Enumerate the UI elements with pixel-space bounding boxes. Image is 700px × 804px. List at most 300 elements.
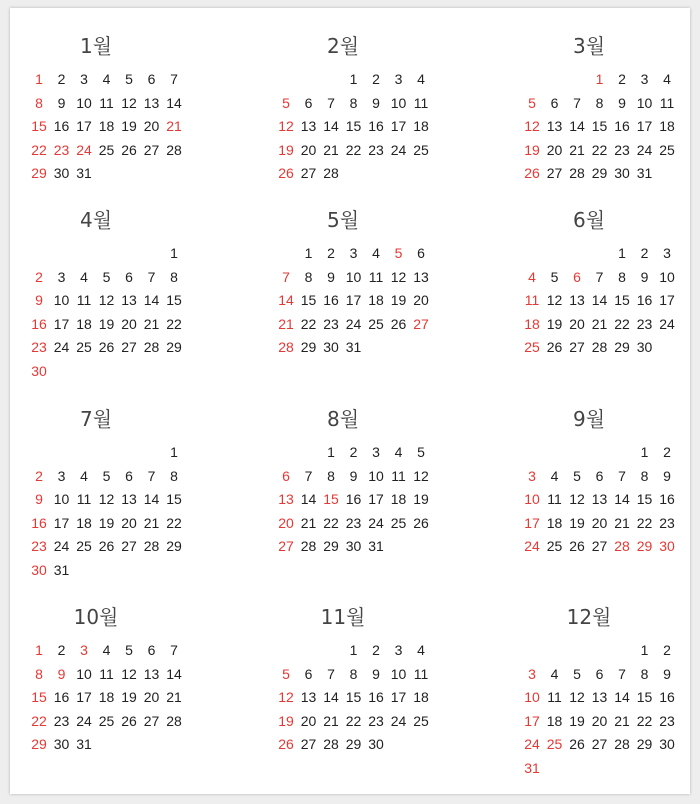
day-cell: 10: [390, 94, 407, 111]
day-cell: 3: [528, 665, 536, 682]
day-cell: 4: [550, 467, 559, 484]
day-cell: 4: [102, 642, 111, 658]
day-cell: 19: [413, 491, 429, 507]
day-cell: 29: [614, 339, 630, 355]
day-cell: 12: [98, 292, 115, 308]
day-cell: 13: [121, 491, 137, 507]
day-cell: 2: [663, 444, 671, 460]
day-cell: 6: [550, 94, 559, 111]
day-cell: 12: [390, 268, 407, 285]
day-cell: 23: [614, 141, 630, 158]
day-cell: 16: [614, 118, 630, 134]
day-cell: 24: [53, 339, 70, 355]
day-cell: 10: [53, 292, 70, 308]
day-cell: 9: [57, 665, 66, 682]
day-cell: 3: [80, 642, 88, 658]
day-cell: 27: [143, 712, 160, 729]
day-cell: 8: [640, 665, 649, 682]
day-cell: 2: [618, 71, 626, 87]
day-cell: 5: [102, 467, 111, 484]
day-cell: 6: [282, 467, 290, 484]
day-cell: 20: [143, 118, 160, 134]
day-cell: 13: [413, 268, 429, 285]
day-cell: 14: [143, 292, 160, 308]
day-cell: 18: [524, 315, 540, 332]
day-cell: 1: [170, 444, 178, 460]
day-cell: 1: [640, 642, 649, 658]
day-cell: 28: [278, 339, 294, 355]
day-cell: 22: [166, 514, 182, 531]
day-cell: 11: [547, 689, 562, 705]
day-cell: 5: [573, 467, 581, 484]
day-cell: 20: [121, 315, 137, 332]
day-cell: 1: [349, 642, 358, 658]
day-cell: 26: [98, 538, 115, 554]
day-cell: 18: [390, 491, 407, 507]
day-cell: 24: [524, 538, 540, 554]
day-cell: 25: [98, 141, 115, 158]
day-cell: 10: [524, 689, 540, 705]
day-cell: 24: [390, 712, 407, 729]
day-cell: 28: [300, 538, 317, 554]
day-cell: 6: [417, 245, 425, 261]
day-cell: 7: [282, 268, 290, 285]
day-cell: 7: [618, 467, 626, 484]
day-cell: 18: [659, 118, 675, 134]
day-cell: 19: [546, 315, 563, 332]
day-cell: 24: [53, 538, 70, 554]
day-cell: 16: [636, 292, 653, 308]
day-cell: 10: [345, 268, 362, 285]
day-cell: 16: [53, 689, 70, 705]
day-cell: 22: [591, 141, 608, 158]
day-cell: 16: [659, 689, 675, 705]
day-cell: 1: [327, 444, 335, 460]
day-cell: 31: [345, 339, 362, 355]
day-cell: 26: [121, 712, 137, 729]
day-cell: 27: [591, 736, 608, 752]
day-cell: 15: [31, 118, 47, 134]
day-cell: 5: [282, 665, 290, 682]
day-cell: 7: [304, 467, 313, 484]
day-cell: 16: [31, 514, 47, 531]
day-cell: 26: [278, 736, 294, 752]
day-cell: 8: [170, 467, 178, 484]
day-cell: 1: [618, 245, 626, 261]
day-cell: 24: [524, 736, 540, 752]
day-cell: 7: [618, 665, 626, 682]
day-cell: 10: [524, 491, 540, 507]
day-cell: 13: [278, 491, 294, 507]
day-cell: 21: [569, 141, 585, 158]
day-cell: 2: [35, 268, 43, 285]
day-cell: 20: [546, 141, 563, 158]
day-cell: 9: [640, 268, 649, 285]
day-cell: 6: [147, 71, 156, 87]
day-cell: 3: [394, 642, 403, 658]
day-cell: 11: [99, 94, 114, 111]
day-cell: 24: [76, 141, 92, 158]
day-cell: 23: [31, 538, 47, 554]
day-cell: 11: [391, 467, 406, 484]
day-cell: 29: [345, 736, 362, 752]
day-cell: 8: [640, 467, 649, 484]
day-cell: 23: [659, 514, 675, 531]
day-cell: 3: [394, 71, 403, 87]
day-cell: 8: [327, 467, 335, 484]
day-cell: 4: [80, 467, 88, 484]
day-cell: 9: [372, 665, 380, 682]
month-title: 2월: [326, 34, 360, 58]
day-cell: 22: [31, 141, 47, 158]
day-cell: 23: [53, 712, 70, 729]
day-cell: 25: [524, 339, 540, 355]
day-cell: 6: [125, 467, 133, 484]
day-cell: 26: [569, 538, 585, 554]
day-cell: 6: [304, 94, 313, 111]
day-cell: 9: [372, 94, 380, 111]
day-cell: 2: [663, 642, 671, 658]
day-cell: 9: [663, 467, 671, 484]
day-cell: 10: [390, 665, 407, 682]
day-cell: 8: [35, 94, 43, 111]
day-cell: 30: [53, 736, 70, 752]
day-cell: 2: [372, 642, 380, 658]
day-cell: 25: [413, 141, 429, 158]
day-cell: 16: [31, 315, 47, 332]
day-cell: 29: [636, 538, 653, 554]
day-cell: 23: [636, 315, 653, 332]
month-title: 9월: [572, 407, 606, 431]
day-cell: 21: [278, 315, 294, 332]
day-cell: 27: [569, 339, 585, 355]
day-cell: 14: [591, 292, 608, 308]
day-cell: 15: [345, 689, 362, 705]
day-cell: 20: [591, 712, 608, 729]
day-cell: 6: [595, 467, 604, 484]
day-cell: 2: [327, 245, 335, 261]
day-cell: 28: [569, 165, 585, 181]
day-cell: 28: [143, 538, 160, 554]
day-cell: 17: [659, 292, 675, 308]
day-cell: 15: [166, 292, 182, 308]
day-cell: 15: [31, 689, 47, 705]
day-cell: 24: [76, 712, 92, 729]
day-cell: 14: [323, 118, 339, 134]
day-cell: 4: [80, 268, 88, 285]
day-cell: 19: [569, 514, 585, 531]
day-cell: 5: [417, 444, 425, 460]
day-cell: 23: [368, 141, 384, 158]
day-cell: 25: [659, 141, 675, 158]
month-title: 6월: [572, 208, 606, 232]
day-cell: 24: [659, 315, 675, 332]
day-cell: 19: [98, 315, 115, 332]
day-cell: 15: [345, 118, 362, 134]
day-cell: 9: [57, 94, 66, 111]
day-cell: 12: [278, 118, 294, 134]
day-cell: 2: [57, 71, 66, 87]
day-cell: 26: [278, 165, 294, 181]
day-cell: 28: [323, 165, 339, 181]
day-cell: 27: [300, 165, 317, 181]
day-cell: 2: [35, 467, 43, 484]
day-cell: 20: [569, 315, 585, 332]
day-cell: 9: [35, 292, 43, 308]
day-cell: 21: [323, 141, 339, 158]
day-cell: 13: [121, 292, 137, 308]
day-cell: 24: [345, 315, 362, 332]
day-cell: 27: [121, 339, 137, 355]
day-cell: 21: [300, 514, 317, 531]
day-cell: 1: [640, 444, 649, 460]
day-cell: 5: [282, 94, 290, 111]
day-cell: 4: [394, 444, 403, 460]
day-cell: 3: [57, 467, 66, 484]
day-cell: 17: [345, 292, 362, 308]
day-cell: 14: [569, 118, 585, 134]
day-cell: 15: [166, 491, 182, 507]
day-cell: 17: [636, 118, 653, 134]
day-cell: 23: [53, 141, 70, 158]
day-cell: 17: [76, 118, 92, 134]
day-cell: 23: [323, 315, 339, 332]
day-cell: 21: [614, 514, 630, 531]
day-cell: 4: [372, 245, 380, 261]
day-cell: 30: [368, 736, 384, 752]
day-cell: 19: [121, 118, 137, 134]
day-cell: 21: [591, 315, 608, 332]
day-cell: 26: [546, 339, 563, 355]
day-cell: 31: [53, 561, 70, 578]
day-cell: 17: [390, 118, 407, 134]
day-cell: 29: [636, 736, 653, 752]
day-cell: 25: [76, 339, 92, 355]
day-cell: 9: [327, 268, 335, 285]
day-cell: 19: [569, 712, 585, 729]
month-title: 3월: [572, 34, 606, 58]
day-cell: 3: [372, 444, 380, 460]
day-cell: 19: [278, 141, 294, 158]
day-cell: 8: [349, 665, 358, 682]
day-cell: 12: [121, 665, 137, 682]
day-cell: 31: [76, 165, 92, 181]
day-cell: 1: [349, 71, 358, 87]
day-cell: 14: [614, 689, 630, 705]
day-cell: 13: [300, 118, 317, 134]
month-title: 10월: [73, 605, 119, 629]
day-cell: 14: [614, 491, 630, 507]
day-cell: 5: [125, 642, 133, 658]
day-cell: 29: [300, 339, 317, 355]
day-cell: 7: [147, 467, 156, 484]
day-cell: 11: [76, 491, 92, 507]
day-cell: 13: [546, 118, 563, 134]
day-cell: 18: [98, 118, 115, 134]
day-cell: 30: [345, 538, 362, 554]
day-cell: 15: [323, 491, 339, 507]
day-cell: 7: [170, 71, 178, 87]
day-cell: 5: [528, 94, 536, 111]
day-cell: 23: [345, 514, 362, 531]
day-cell: 31: [636, 165, 653, 181]
month-title: 7월: [79, 407, 113, 431]
day-cell: 15: [636, 689, 653, 705]
day-cell: 10: [76, 665, 92, 682]
calendar-card: [10, 8, 690, 794]
day-cell: 22: [614, 315, 630, 332]
day-cell: 11: [547, 491, 562, 507]
day-cell: 22: [636, 712, 653, 729]
day-cell: 26: [390, 315, 407, 332]
day-cell: 28: [614, 736, 630, 752]
day-cell: 9: [663, 665, 671, 682]
day-cell: 11: [524, 292, 540, 308]
day-cell: 8: [595, 94, 604, 111]
month-title: 8월: [326, 407, 360, 431]
day-cell: 21: [166, 689, 182, 705]
day-cell: 12: [569, 491, 585, 507]
day-cell: 28: [166, 712, 182, 729]
day-cell: 10: [659, 268, 675, 285]
day-cell: 9: [35, 491, 43, 507]
day-cell: 27: [278, 538, 294, 554]
day-cell: 12: [546, 292, 563, 308]
day-cell: 4: [417, 642, 425, 658]
day-cell: 29: [166, 538, 182, 554]
day-cell: 3: [349, 245, 358, 261]
day-cell: 30: [53, 165, 70, 181]
day-cell: 13: [300, 689, 317, 705]
day-cell: 19: [121, 689, 137, 705]
day-cell: 4: [550, 665, 559, 682]
day-cell: 20: [413, 292, 429, 308]
day-cell: 1: [35, 642, 43, 658]
day-cell: 2: [640, 245, 649, 261]
day-cell: 12: [121, 94, 137, 111]
day-cell: 1: [35, 71, 43, 87]
day-cell: 29: [591, 165, 608, 181]
day-cell: 11: [76, 292, 92, 308]
day-cell: 31: [368, 538, 384, 554]
day-cell: 26: [98, 339, 115, 355]
day-cell: 26: [569, 736, 585, 752]
day-cell: 16: [659, 491, 675, 507]
month-title: 11월: [320, 605, 366, 629]
day-cell: 22: [323, 514, 339, 531]
day-cell: 15: [300, 292, 317, 308]
day-cell: 22: [31, 712, 47, 729]
day-cell: 13: [143, 94, 160, 111]
day-cell: 30: [659, 538, 675, 554]
day-cell: 20: [121, 514, 137, 531]
day-cell: 26: [121, 141, 137, 158]
day-cell: 5: [573, 665, 581, 682]
day-cell: 3: [528, 467, 536, 484]
day-cell: 4: [663, 71, 671, 87]
day-cell: 13: [143, 665, 160, 682]
month-title: 12월: [566, 605, 612, 629]
day-cell: 11: [99, 665, 114, 682]
day-cell: 3: [80, 71, 88, 87]
day-cell: 9: [349, 467, 358, 484]
day-cell: 25: [98, 712, 115, 729]
day-cell: 25: [413, 712, 429, 729]
day-cell: 8: [35, 665, 43, 682]
day-cell: 7: [327, 94, 335, 111]
day-cell: 22: [636, 514, 653, 531]
day-cell: 5: [125, 71, 133, 87]
day-cell: 14: [166, 94, 182, 111]
day-cell: 19: [278, 712, 294, 729]
day-cell: 16: [368, 118, 384, 134]
day-cell: 7: [573, 94, 581, 111]
day-cell: 8: [618, 268, 626, 285]
day-cell: 31: [524, 759, 540, 776]
day-cell: 12: [413, 467, 429, 484]
day-cell: 23: [659, 712, 675, 729]
month-title: 5월: [326, 208, 360, 232]
day-cell: 15: [636, 491, 653, 507]
day-cell: 22: [345, 712, 362, 729]
day-cell: 18: [413, 689, 429, 705]
day-cell: 27: [300, 736, 317, 752]
day-cell: 18: [413, 118, 429, 134]
day-cell: 27: [546, 165, 563, 181]
day-cell: 28: [591, 339, 608, 355]
day-cell: 12: [569, 689, 585, 705]
day-cell: 1: [304, 245, 313, 261]
day-cell: 17: [53, 315, 70, 332]
day-cell: 16: [323, 292, 339, 308]
day-cell: 19: [524, 141, 540, 158]
day-cell: 11: [368, 268, 384, 285]
day-cell: 8: [170, 268, 178, 285]
day-cell: 29: [323, 538, 339, 554]
day-cell: 22: [345, 141, 362, 158]
day-cell: 29: [31, 736, 47, 752]
day-cell: 21: [614, 712, 630, 729]
day-cell: 21: [143, 315, 160, 332]
day-cell: 3: [663, 245, 671, 261]
day-cell: 25: [546, 538, 563, 554]
day-cell: 25: [546, 736, 563, 752]
day-cell: 27: [591, 538, 608, 554]
day-cell: 4: [102, 71, 111, 87]
day-cell: 19: [390, 292, 407, 308]
day-cell: 23: [31, 339, 47, 355]
day-cell: 7: [595, 268, 604, 285]
day-cell: 14: [166, 665, 182, 682]
month-title: 1월: [79, 34, 113, 58]
day-cell: 28: [143, 339, 160, 355]
day-cell: 6: [125, 268, 133, 285]
day-cell: 2: [57, 642, 66, 658]
day-cell: 12: [98, 491, 115, 507]
day-cell: 17: [368, 491, 384, 507]
day-cell: 6: [147, 642, 156, 658]
day-cell: 28: [614, 538, 630, 554]
day-cell: 12: [524, 118, 540, 134]
day-cell: 10: [636, 94, 653, 111]
day-cell: 24: [390, 141, 407, 158]
day-cell: 4: [417, 71, 425, 87]
day-cell: 16: [345, 491, 362, 507]
day-cell: 26: [413, 514, 429, 531]
day-cell: 27: [413, 315, 429, 332]
month-title: 4월: [79, 208, 113, 232]
day-cell: 28: [166, 141, 182, 158]
